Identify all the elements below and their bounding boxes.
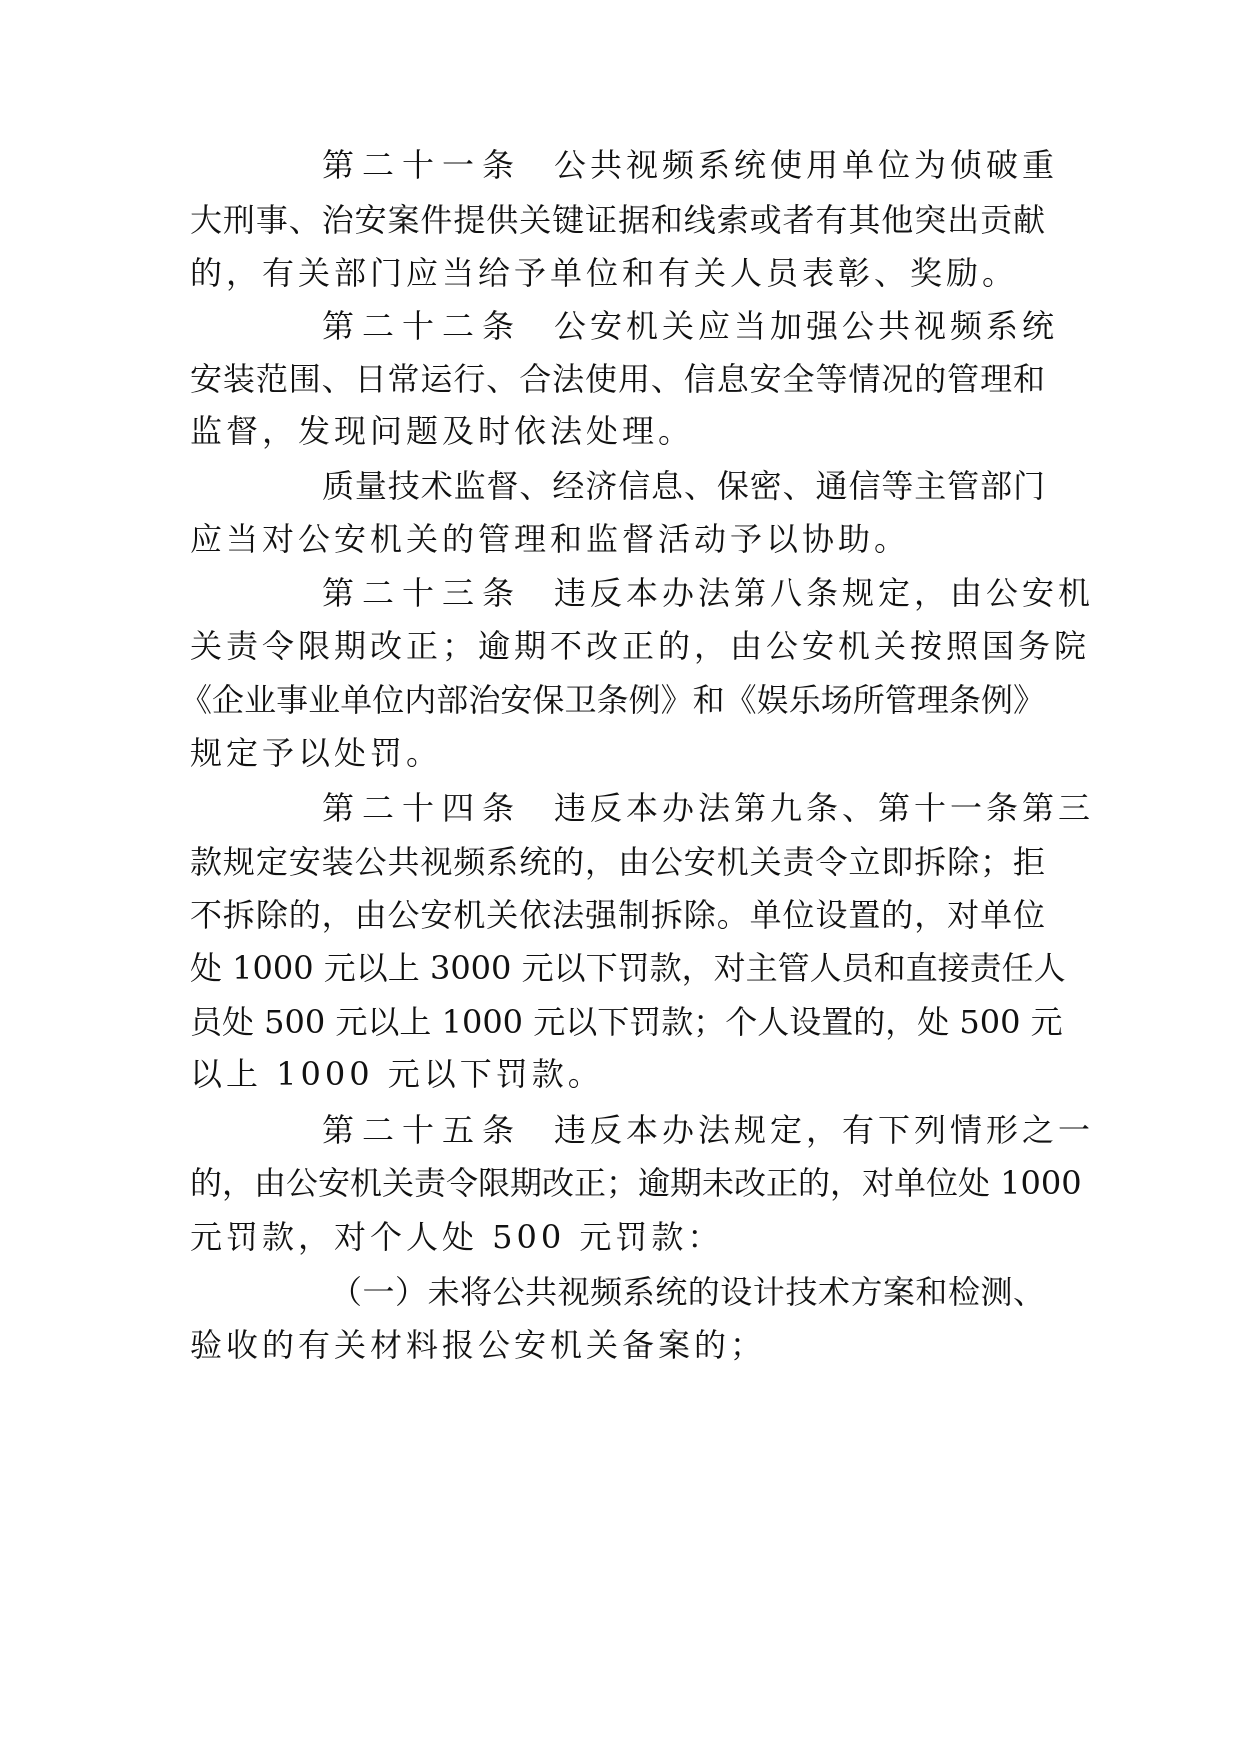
article-24-line: 处 1000 元以上 3000 元以下罚款，对主管人员和直接责任人 — [190, 949, 1066, 987]
article-21-line: 的，有关部门应当给予单位和有关人员表彰、奖励。 — [190, 254, 1019, 292]
list-item-line: 验收的有关材料报公安机关备案的； — [190, 1326, 767, 1364]
article-24-first-line — [322, 788, 1095, 828]
article-24-line: 以上 1000 元以下罚款。 — [190, 1055, 604, 1093]
article-number: 第二十二条 — [322, 307, 523, 345]
article-24-line: 款规定安装公共视频系统的，由公安机关责令立即拆除；拒 — [190, 843, 1045, 881]
paragraph-first-line: 质量技术监督、经济信息、保密、通信等主管部门 — [322, 467, 1045, 505]
article-23-line: 《企业事业单位内部治安保卫条例》和《娱乐场所管理条例》 — [180, 681, 1045, 719]
article-text: 违反本办法第八条规定，由公安机 — [554, 574, 1095, 612]
article-number: 第二十四条 — [322, 789, 523, 827]
article-text: 违反本办法规定，有下列情形之一 — [554, 1111, 1095, 1149]
article-21-first-line — [322, 145, 1059, 185]
article-24-line: 员处 500 元以上 1000 元以下罚款；个人设置的，处 500 元 — [190, 1003, 1063, 1041]
article-23-line: 关责令限期改正；逾期不改正的，由公安机关按照国务院 — [190, 627, 1091, 665]
article-22-line: 监督，发现问题及时依法处理。 — [190, 412, 695, 450]
article-22-first-line — [322, 306, 1059, 346]
paragraph-line: 应当对公安机关的管理和监督活动予以协助。 — [190, 520, 911, 558]
article-21-line: 大刑事、治安案件提供关键证据和线索或者有其他突出贡献 — [190, 201, 1045, 239]
article-25-line: 的，由公安机关责令限期改正；逾期未改正的，对单位处 1000 — [190, 1164, 1082, 1202]
article-text: 公共视频系统使用单位为侦破重 — [554, 146, 1059, 184]
article-23-first-line — [322, 573, 1095, 613]
article-text: 违反本办法第九条、第十一条第三 — [554, 789, 1095, 827]
article-25-first-line — [322, 1110, 1095, 1150]
article-number: 第二十五条 — [322, 1111, 523, 1149]
article-number: 第二十一条 — [322, 146, 523, 184]
article-22-line: 安装范围、日常运行、合法使用、信息安全等情况的管理和 — [190, 360, 1045, 398]
list-item-first-line: （一）未将公共视频系统的设计技术方案和检测、 — [330, 1273, 1045, 1311]
article-23-line: 规定予以处罚。 — [190, 734, 443, 772]
article-25-line: 元罚款，对个人处 500 元罚款： — [190, 1218, 724, 1256]
article-number: 第二十三条 — [322, 574, 523, 612]
article-text: 公安机关应当加强公共视频系统 — [554, 307, 1059, 345]
article-24-line: 不拆除的，由公安机关依法强制拆除。单位设置的，对单位 — [190, 896, 1045, 934]
